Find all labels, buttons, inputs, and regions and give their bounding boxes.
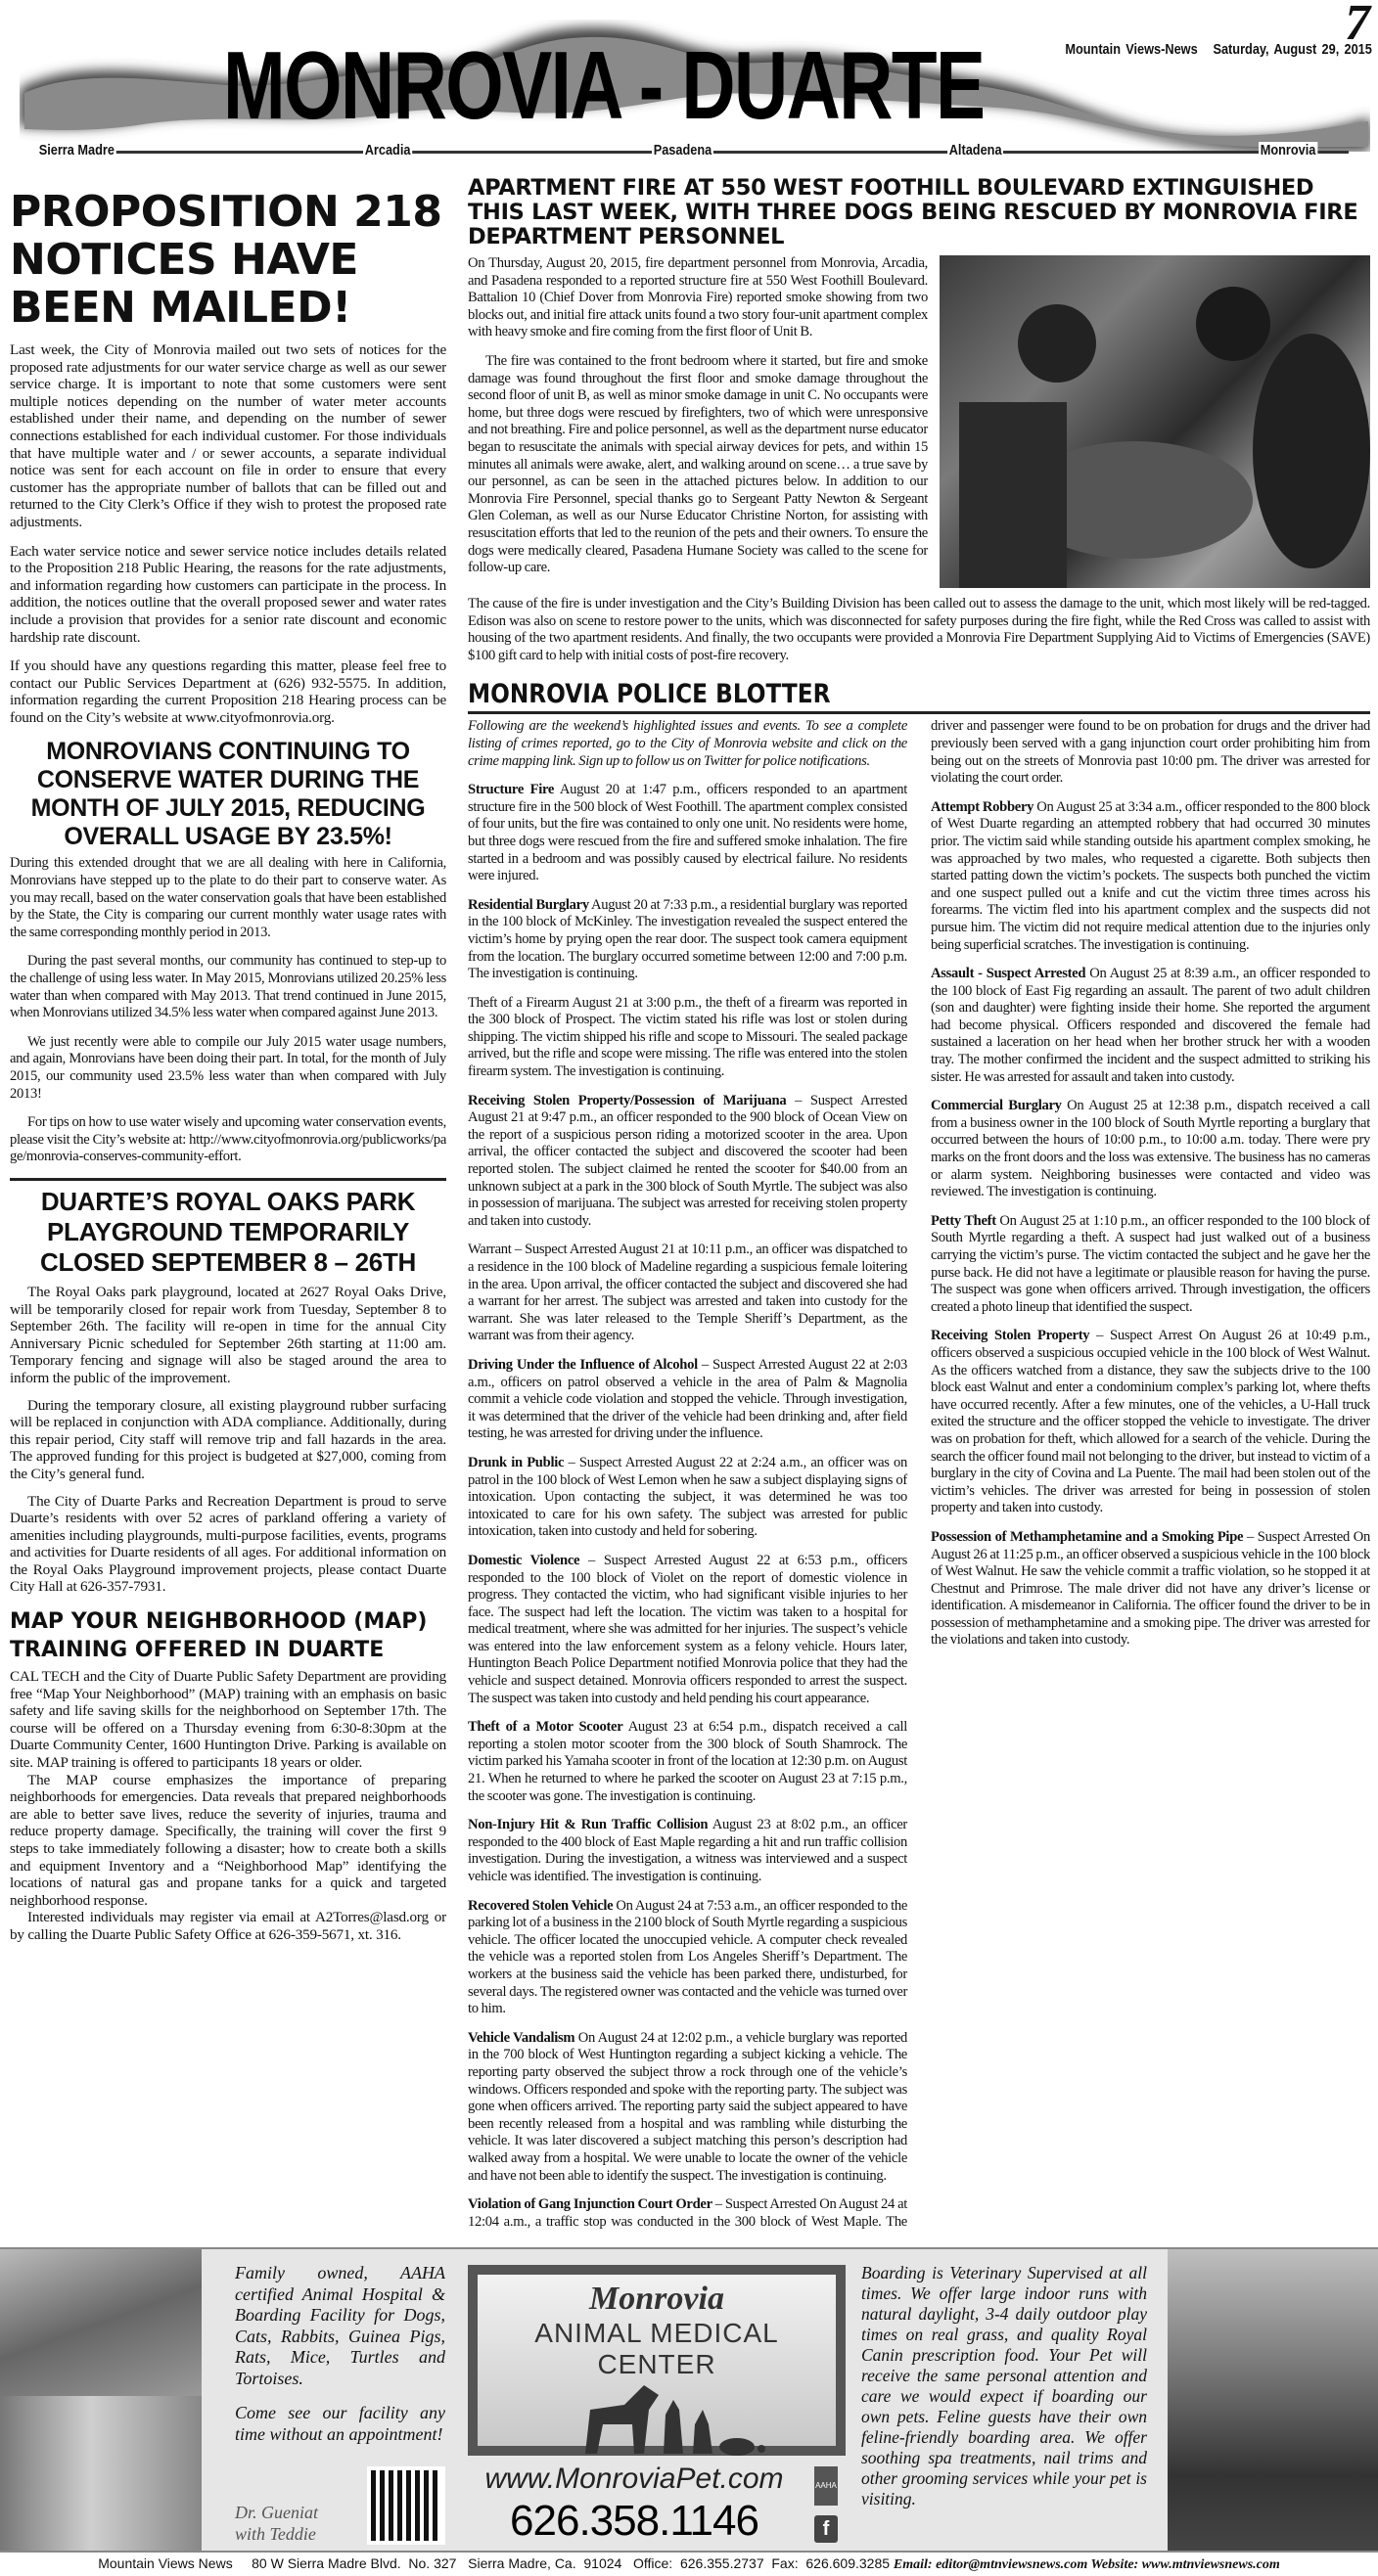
blotter-entry [468, 782, 907, 885]
city-altadena: Altadena [948, 142, 1002, 158]
blotter-entry-text: – Suspect Arrested On August 26 at 11:25 p.m., an officer observed a suspicious vehicle in the 100 block of West Walnut. He saw the vehicle commit a traffic violation, so he stopped it at Chestnut and Primrose. The male driver did not have any driver’s license or identification. A misdemeanor in California. The officer found the driver to be in possession of methamphetamine and a smoking pipe. The driver was arrested for the violations and taken into custody. [931, 1528, 1370, 1649]
blotter-entry-text: Theft of a Firearm August 21 at 3:00 p.m., the theft of a firearm was reported in the 300 block of Prospect. The victim stated his rifle was lost or stolen during shipping. The victim shipped his rifle and scope to Missouri. The sealed package arrived, but the rifle and scope were missing. The rifle was entered into the stolen firearm system. The investigation is continuing. [468, 994, 907, 1080]
blotter-entry-text: On August 25 at 12:38 p.m., dispatch received a call from a business owner in the 100 block of South Myrtle reporting a burglary that occurred between the hours of 10:00 p.m., to 10:00 a.m. today. There were pry marks on the front doors and the loss was extensive. The business has no cameras or alarm system. Neighboring businesses were contacted and video was reviewed. The investigation is continuing. [931, 1098, 1370, 1200]
blotter-entry [931, 1529, 1370, 1650]
blotter-entry-title: Violation of Gang Injunction Court Order [468, 2196, 712, 2213]
city-monrovia: Monrovia [1260, 142, 1316, 158]
ad-phone[interactable]: 626.358.1146 [510, 2497, 758, 2545]
city-sierra-madre: Sierra Madre [38, 142, 115, 158]
blotter-entry-text: – Suspect Arrested August 22 at 2:24 a.m., an officer was on patrol in the 100 block of West Lemon when he saw a subject displaying signs of intoxication. Upon contacting the subject, it was determined he was too intoxicated to care for his own safety. The subject was arrested for public intoxication, taken into custody and held for sobering. [468, 1454, 907, 1540]
blotter-entry-text: On August 25 at 8:39 a.m., an officer responded to the 100 block of East Fig regarding an assault. The parent of two adult children (son and daughter) were fighting inside their home. She reported the argument had become physical. Officers responded and discovered the female had sustained a laceration on her head when her brother struck her with a wooden tray. The mother confirmed the incident and the suspect admitted to striking his sister. He was arrested for assault and taken into custody. [931, 966, 1370, 1085]
dateline [1065, 41, 1372, 58]
blotter-headline: MONROVIA POLICE BLOTTER [468, 679, 831, 710]
issue-date: Saturday, August 29, 2015 [1213, 41, 1372, 58]
blotter-entry-title: Possession of Methamphetamine and a Smoking Pipe [931, 1528, 1244, 1545]
fire-paragraph: On Thursday, August 20, 2015, fire department personnel from Monrovia, Arcadia, and Pasadena responded to a reported structure fire at 550 West Foothill Boulevard. Battalion 10 (Chief Dover from Monrovia Fire) reported smoke showing from two blocks out, and initial fire attack units found a two story four-unit apartment complex with heavy smoke and fire coming from the first floor of Unit B. [468, 255, 928, 340]
blotter-entry [468, 995, 907, 1081]
blotter-entry [931, 1213, 1370, 1317]
blotter-entry [931, 1328, 1370, 1517]
blotter-entry-title: Non-Injury Hit & Run Traffic Collision [468, 1817, 709, 1833]
footer-address: Mountain Views News 80 W Sierra Madre Blvd. No. 327 Sierra Madre, Ca. 91024 Office: 626.355.2737 Fax: 626.609.3285 [98, 2555, 891, 2571]
blotter-entry-title: Structure Fire [468, 782, 555, 798]
logo-panel [478, 2275, 836, 2446]
blotter-entry [931, 966, 1370, 1086]
map-training-headline: MAP YOUR NEIGHBORHOOD (MAP) TRAINING OFFERED IN DUARTE [10, 1609, 428, 1663]
blotter-entry [468, 1242, 907, 1345]
water-paragraph: During the past several months, our community has continued to step-up to the challenge of using less water. In May 2015, Monrovians utilized 20.25% less water than when compared with May 2013. That trend continued in June 2015, when Monrovians utilized 34.5% less water when compared against June 2013. [10, 953, 446, 1021]
blotter-entry-text: August 20 at 1:47 p.m., officers responded to an apartment structure fire in the 500 block of West Foothill. The apartment complex consisted of four units, but the fire was contained to only one unit. No residents were home, but three dogs were rescued from the fire and suffered smoke inhalation. The fire started in a bedroom and was possibly caused by electrical failure. No residents were injured. [468, 782, 907, 884]
photo-figures-graphic [940, 255, 1370, 588]
water-paragraph: We just recently were able to compile our July 2015 water usage numbers, and again, Monrovians have been doing their part. In total, for the month of July 2015, our community used 23.5% less water than when compared with July 2013! [10, 1033, 446, 1102]
logo-name: ANIMAL MEDICAL CENTER [534, 2318, 779, 2379]
blotter-entry-title: Attempt Robbery [931, 798, 1034, 815]
blotter-entry-title: Domestic Violence [468, 1552, 580, 1568]
hospital-building-photo [0, 2249, 202, 2396]
footer-contact: Email: editor@mtnviewsnews.com Website: www.mtnviewsnews.com [893, 2557, 1280, 2572]
animal-medical-center-ad [0, 2247, 1378, 2553]
blotter-entry-text: – Suspect Arrest On August 26 at 10:49 p.m., officers observed a suspicious occupied vehicle in the 100 block of West Walnut. As the officers watched from a distance, they saw the subjects drive to the 100 block east Walnut and enter a condominium complex’s parking lot, where thefts have occurred recently. After a few minutes, one of the vehicles, a U-Hall truck exited the structure and the officer stopped the vehicle to investigate. The driver was on probation for theft, which allowed for a search of the vehicle. During the search the officer found mail not belonging to the driver, but instead to victim of a burglary in the city of Covina and La Puente. The mail had been stolen out of the victim’s vehicles. The driver was arrested for being in possession of stolen property and taken into custody. [931, 1328, 1370, 1516]
fire-rescue-photo [940, 255, 1370, 588]
prop218-paragraph: Last week, the City of Monrovia mailed out two sets of notices for the proposed rate adjustments for our water service charge as well as our sewer service charge. It is important to note that some customers were sent multiple notices depending on the number of water meter accounts established under their name, and depending on the number of sewer connections established for each individual customer. For those individuals that have multiple water and / or sewer accounts, a separate individual notice was sent for each account on file in order to ensure that every customer has the appropriate number of ballots that can be filled out and returned to the City Clerk’s Office if they wish to protest the proposed rate adjustments. [10, 341, 446, 530]
blotter-entry-title: Drunk in Public [468, 1454, 565, 1470]
section-divider [10, 1178, 446, 1181]
ad-website[interactable]: www.MonroviaPet.com [484, 2463, 784, 2495]
royal-oaks-paragraph: During the temporary closure, all existing playground rubber surfacing will be replaced in conjunction with ADA compliance. Additionally, during this repair period, City staff will remove trip and fall hazards in the area. The approved funding for this project is budgeted at $27,000, coming from the City’s general fund. [10, 1396, 446, 1482]
blotter-entry [468, 2030, 907, 2185]
royal-oaks-paragraph: The Royal Oaks park playground, located at 2627 Royal Oaks Drive, will be temporarily closed for repair work from Tuesday, September 8 to September 26th. The facility will re-open in time for the annual City Anniversary Picnic scheduled for September 26th starting at 11:00 am. Temporary fencing and signage will also be staged around the area to inform the public of the improvement. [10, 1283, 446, 1386]
doctor-with-cat-photo [0, 2396, 202, 2551]
blotter-entry-title: Commercial Burglary [931, 1098, 1062, 1114]
map-training-paragraph: CAL TECH and the City of Duarte Public Safety Department are providing free “Map Your Neighborhood” (MAP) training with an emphasis on basic safety and life saving skills for the neighborhood on September 17th. The course will be offered on a Thursday evening from 6:30-8:30pm at the Duarte Community Center, 1600 Huntington Drive. Parking is available on site. MAP training is offered to participants 18 years or older. [10, 1668, 446, 1772]
blotter-entry-title: Driving Under the Influence of Alcohol [468, 1356, 698, 1373]
facebook-icon[interactable]: f [814, 2515, 838, 2543]
fire-article [468, 255, 1370, 676]
prop218-headline: PROPOSITION 218 NOTICES HAVE BEEN MAILED! [10, 188, 442, 333]
city-line [37, 142, 1349, 161]
ad-caption-row [235, 2466, 445, 2545]
map-training-paragraph: Interested individuals may register via email at A2Torres@lasd.org or by calling the Duarte Public Safety Office at 626-359-5671, xt. 316. [10, 1909, 446, 1943]
blotter-entry [468, 1898, 907, 2018]
blotter-entry [468, 1553, 907, 1707]
blotter-entry-title: Vehicle Vandalism [468, 2029, 575, 2046]
blotter-entry-text: August 20 at 7:33 p.m., a residential burglary was reported in the 100 block of McKinley. The investigation revealed the suspect entered the victim’s home by prying open the rear door. The suspect took camera equipment from the location. The burglary occurred sometime between 12:00 and 7:00 p.m. The investigation is continuing. [468, 896, 907, 982]
fire-paragraph: The fire was contained to the front bedroom where it started, but fire and smoke damage was found throughout the first floor and smoke damage throughout the second floor of unit B, as well as minor smoke damage in unit C. No occupants were home, but three dogs were rescued by firefighters, two of which were unresponsive and not breathing. Fire and police personnel, as well as the department nurse educator began to resuscitate the animals with special airway devices for pets, and within 15 minutes all animals were awake, alert, and walking around on scene… a true save by our personnel, as can be seen in the attached pictures below. In addition to our Monrovia Fire Personnel, special thanks go to Sergeant Patty Newton & Sergeant Glen Coleman, as well as our Nurse Educator Christine Norton, for assisting with resuscitation efforts that led to the reunion of the pets and their owners. To ensure the dogs were medically cleared, Pasadena Humane Society was called to the scene for follow-up care. [468, 352, 928, 576]
royal-oaks-headline: DUARTE’S ROYAL OAKS PARK PLAYGROUND TEMPORARILY CLOSED SEPTEMBER 8 – 26TH [39, 1186, 417, 1277]
royal-oaks-paragraph: The City of Duarte Parks and Recreation Department is proud to serve Duarte’s residents with over 52 acres of parkland offering a variety of amenities including playgrounds, multi-purpose facilities, events, programs and activities for Duarte residents of all ages. For additional information on the Royal Oaks Playground improvement projects, please contact Duarte City Hall at 626-357-7931. [10, 1492, 446, 1596]
animal-silhouettes-icon [478, 2380, 836, 2459]
city-pasadena: Pasadena [653, 142, 712, 158]
water-headline: MONROVIANS CONTINUING TO CONSERVE WATER DURING THE MONTH OF JULY 2015, REDUCING OVERALL USAGE BY 23.5%! [30, 738, 426, 851]
prop218-paragraph: Each water service notice and sewer service notice includes details related to the Proposition 218 Public Hearing, the reasons for the rate adjustments, and information regarding how customers can participate in the process. In addition, the notices outline that the overall proposed sewer and water rates include a provision that provides for a senior rate discount and economic hardship rate discount. [10, 542, 446, 646]
blotter-entry [931, 799, 1370, 954]
ad-visit-text: Come see our facility any time without an appointment! [235, 2403, 445, 2444]
blotter-entry [468, 1719, 907, 1805]
blotter-entry-text: – Suspect Arrested August 22 at 6:53 p.m., officers responded to the 100 block of Violet on the report of domestic violence in progress. They contacted the victim, who had significant visible injuries to her face. The suspect had left the location. The victim was taken to a hospital for medical treatment, where she was admitted for her injuries. The suspect’s vehicle was entered into the law enforcement system as a felony vehicle. Hours later, Huntington Beach Police Department notified Monrovia police that they had the vehicle and suspect detained. Monrovia officers responded to arrest the suspect. The suspect was taken into custody and held pending his court appearance. [468, 1552, 907, 1706]
paper-name: Mountain Views-News [1065, 41, 1198, 58]
blotter-entry-text: On August 25 at 3:34 a.m., officer responded to the 800 block of West Duarte regarding an attempted robbery that had occurred 30 minutes prior. The victim said while standing outside his apartment complex smoking, he was approached by two males, who requested a cigarette. Both subjects then started patting down the victim’s pockets. The suspects both punched the victim and one suspect pulled out a knife and cut the victim three times across his forearms. The victim fled into his apartment complex and the suspects did not pursue him. The victim did not require medical attention due to the injuries only being superficial scratches. The investigation is continuing. [931, 798, 1370, 953]
blotter-intro: Following are the weekend’s highlighted issues and events. To see a complete listing of crimes reported, go to the City of Monrovia website and click on the crime mapping link. Sign up to follow us on Twitter for police notifications. [468, 718, 907, 769]
water-paragraph: For tips on how to use water wisely and upcoming water conservation events, please visit the City’s website at: http://www.cityofmonrovia.org/publicworks/page/monrovia-conserves-community-effort. [10, 1114, 446, 1165]
royal-oaks-article [10, 1187, 446, 1596]
map-training-article [10, 1607, 446, 1944]
logo-script: Monrovia [589, 2281, 724, 2317]
map-training-paragraph: The MAP course emphasizes the importance of preparing neighborhoods for emergencies. Data reveals that prepared neighborhoods are able to better save lives, reduce the severity of injuries, trauma and reduce property damage. Specifically, the training will cover the first 9 steps to take immediately following a disaster; how to create both a skills and equipment Inventory and a “Neighborhood Map” identifying the locations of natural gas and propane tanks for a quick and targeted neighborhood response. [10, 1771, 446, 1909]
blotter-entry-title: Petty Theft [931, 1212, 996, 1229]
aaha-badge: AAHA [814, 2466, 838, 2506]
police-blotter [468, 718, 1370, 2236]
fire-paragraph: The cause of the fire is under investigation and the City’s Building Division has been called out to assess the damage to the unit, which most likely will be red-tagged. Edison was also on scene to restore power to the units, which was disconnected for safety purposes during the fire fight, while the Red Cross was called to assist with housing of the two apartment residents. And finally, the two occupants were provided a Monrovia Fire Department Supplying Aid to Victims of Emergencies (SAVE) $100 gift card to help with initial costs of post-fire recovery. [468, 596, 1370, 663]
blotter-entry [931, 1098, 1370, 1201]
photo-caption: Dr. Gueniat with Teddie [235, 2503, 318, 2544]
blotter-entry-title: Theft of a Motor Scooter [468, 1719, 623, 1736]
blotter-entry [468, 897, 907, 983]
city-arcadia: Arcadia [364, 142, 411, 158]
page-number: 7 [1345, 0, 1370, 51]
blotter-entry-text: – Suspect Arrested August 21 at 9:47 p.m., an officer responded to the 900 block of Ocean View on the report of a suspicious person riding a motorized scooter in the area. Upon arrival, the officer contacted the subject and discovered the scooter had been reported stolen. The subject claimed he rented the scooter for $40.00 from an unknown subject at a park in the 300 block of South Myrtle. The subject was also in possession of marijuana. The subject was arrested for receiving stolen property and taken into custody. [468, 1092, 907, 1229]
blotter-entry-title: Residential Burglary [468, 896, 589, 913]
blotter-entry-title: Recovered Stolen Vehicle [468, 1897, 614, 1914]
blotter-entry-title: Assault - Suspect Arrested [931, 966, 1086, 982]
left-column [10, 188, 446, 2240]
blotter-rule [468, 711, 1370, 714]
blotter-entry-text: – Suspect Arrested August 22 at 2:03 a.m., officers on patrol observed a vehicle in the area of Palm & Magnolia commit a vehicle code violation and stopped the vehicle. Through investigation, it was determined that the driver of the vehicle had been drinking and, after field testing, he was arrested for driving under the influence. [468, 1356, 907, 1442]
masthead-title: MONROVIA - DUARTE [223, 31, 985, 139]
water-paragraph: During this extended drought that we are all dealing with here in California, Monrovians have stepped up to the plate to do their part to conserve water. As you may recall, based on the water conservation goals that have been established by the State, the City is comparing our current monthly water usage rates with the same corresponding monthly period in 2013. [10, 855, 446, 940]
prop218-paragraph: If you should have any questions regarding this matter, please feel free to contact our Public Services Department at (626) 932-5575. In addition, information regarding the current Proposition 218 Hearing process can be found on the City’s website at www.cityofmonrovia.org. [10, 657, 446, 726]
blotter-entry-text: August 23 at 8:02 p.m., an officer responded to the 400 block of East Maple regarding a hit and run traffic collision investigation. During the investigation, a witness was interviewed and a suspect vehicle was identified. The investigation is continuing. [468, 1817, 907, 1884]
qr-code[interactable] [367, 2466, 445, 2545]
blotter-entry-text: On August 25 at 1:10 p.m., an officer responded to the 100 block of South Myrtle regarding a theft. A suspect had just walked out of a business carrying the victim’s purse. The victim contacted the subject and he gave her the purse back. He did not have a legitimate or plausible reason for having the purse. The suspect was gone when officers arrived. Through investigation, the officers created a photo lineup that identified the suspect. [931, 1212, 1370, 1315]
right-region [468, 176, 1370, 2236]
water-article [10, 738, 446, 1166]
ad-services-text: Family owned, AAHA certified Animal Hospital & Boarding Facility for Dogs, Cats, Rabbits, Guinea Pigs, Rats, Mice, Turtles and Tortoises. [235, 2263, 445, 2388]
blotter-entry [468, 1357, 907, 1443]
blotter-entry-text: Warrant – Suspect Arrested August 21 at 10:11 p.m., an officer was dispatched to a residence in the 100 block of Madeline regarding a suspicious female loitering in the area. Upon arrival, the officer contacted the subject and discovered she had a warrant for her arrest. The subject was arrested and taken into custody for the warrant. She was later released to the Temple Sheriff’s Department, as the warrant was from their agency. [468, 1242, 907, 1344]
blotter-entry [468, 1093, 907, 1231]
blotter-entry-text: August 23 at 6:54 p.m., dispatch received a call reporting a stolen motor scooter from the 300 block of South Shamrock. The victim parked his Yamaha scooter in front of the location at 12:30 p.m. on August 21. When he returned to where he parked the scooter on August 23 at 7:15 p.m., the scooter was gone. The investigation is continuing. [468, 1719, 907, 1804]
fire-headline: APARTMENT FIRE AT 550 WEST FOOTHILL BOULEVARD EXTINGUISHED THIS LAST WEEK, WITH THREE DOGS BEING RESCUED BY MONROVIA FIRE DEPARTMENT PERSONNEL [468, 176, 1358, 249]
blotter-headline-wrap [468, 680, 1370, 709]
ad-boarding-text: Boarding is Veterinary Supervised at all times. We offer large indoor runs with natural daylight, 3-4 daily outdoor play times on real grass, and quality Royal Canin prescription food. Your Pet will receive the same personal attention and care we would expect if boarding our own pets. Feline guests have their own feline-friendly boarding area. We offer soothing spa treatments, nail trims and other grooming services while your pet is visiting. [861, 2263, 1147, 2508]
blotter-entry-title: Receiving Stolen Property [931, 1328, 1090, 1344]
facility-yard-photo [1168, 2249, 1378, 2551]
ad-logo-box [468, 2265, 846, 2456]
prop218-article [10, 188, 446, 726]
blotter-entry [468, 1817, 907, 1885]
ad-left-column [235, 2263, 445, 2545]
blotter-entry [468, 1455, 907, 1541]
blotter-entry-title: Receiving Stolen Property/Possession of Marijuana [468, 1092, 787, 1108]
blotter-entry-text: On August 24 at 12:02 p.m., a vehicle burglary was reported in the 700 block of West Huntington regarding a subject kicking a vehicle. The reporting party observed the subject throw a rock through one of the vehicle’s windows. Officers responded and spoke with the reporting party. The subject was gone when officers arrived. The reporting party said the subject appeared to have been recently released from a hospital and was rambling while disturbing the vehicle. It was later discovered a subject matching this person’s description had walked away from a hospital. We were unable to locate the owner of the vehicle and have not been able to identify the suspect. The investigation is continuing. [468, 2029, 907, 2184]
blotter-entry-text: – Suspect Arrested On August 24 at 12:04 a.m., a traffic stop was conducted in the 300 block of West Maple. The driver and passenger were found to be on probation for drugs and the driver had previously been served with a gang injunction court order prohibiting him from being out on the streets of Monrovia past 10:00 pm. The driver was arrested for violating the court order. [468, 718, 1370, 2230]
blotter-entry-text: On August 24 at 7:53 a.m., an officer responded to the parking lot of a business in the 2100 block of South Myrtle regarding a suspicious vehicle. The officer located the unoccupied vehicle. A computer check revealed the vehicle was a reported stolen from Los Angeles Sheriff’s Department. The workers at the business said the vehicle has been parked there, undisturbed, for several days. The registered owner was contacted and the vehicle was turned over to him. [468, 1897, 908, 2017]
footer [0, 2555, 1378, 2573]
